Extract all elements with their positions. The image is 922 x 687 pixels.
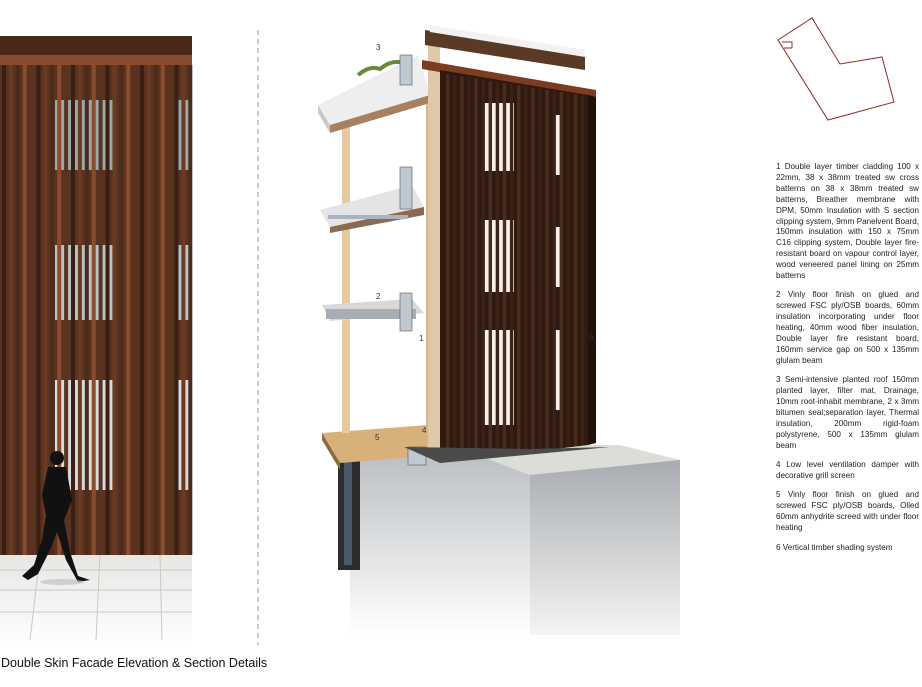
facade-side-edge [588, 95, 596, 445]
timber-slat [106, 65, 110, 555]
timber-slat [489, 81, 492, 456]
timber-slat [531, 88, 534, 451]
timber-slat [92, 65, 96, 555]
timber-slat [545, 90, 548, 450]
timber-slat [181, 65, 185, 555]
timber-slat [112, 65, 116, 555]
timber-slat [467, 77, 470, 458]
drawing-caption: Double Skin Facade Elevation & Section Details [1, 656, 268, 670]
timber-slat [482, 80, 485, 457]
foundation-block-front [350, 445, 530, 635]
timber-slat [168, 65, 172, 555]
note-6: 6 Vertical timber shading system [776, 542, 893, 552]
note-2: 2 Vinly floor finish on glued and screwed FSC ply/OSB boards, 60mm insulation incorporating under floor heating, 40mm wood fiber insulation, Double layer fire resistant board, 160mm service gap on 500 x 135mm glulam beam [776, 290, 919, 365]
note-3: 3 Semi-intensive planted roof 150mm planted layer, filter mat, Drainage, 10mm root-inhabit membrane, 2 x 3mm bitumen seal;separation layer, Thermal insulation, 200mm rigid-foam polystyrene, 500 x 135mm glulam beam [776, 375, 919, 450]
timber-slat [175, 65, 179, 555]
clip-connectors [400, 55, 426, 465]
timber-slat [524, 86, 527, 451]
timber-slat [147, 65, 151, 555]
column-front [342, 120, 350, 433]
section-detail-drawing [300, 15, 720, 635]
timber-slat [581, 96, 584, 446]
elevation-parapet-cap [0, 55, 192, 65]
timber-slat [188, 65, 192, 555]
callout-2: 2 [376, 292, 381, 301]
timber-slat [2, 65, 6, 555]
facade-elevation-drawing [0, 0, 195, 650]
timber-slat [99, 65, 103, 555]
roof-slab [318, 55, 430, 133]
callout-6: 6 [589, 333, 594, 342]
timber-slat [126, 65, 130, 555]
plan-marker [782, 42, 792, 48]
note-1: 1 Double layer timber cladding 100 x 22mm, 38 x 38mm treated sw cross batterns on 38 x 38mm treated sw batterns, Breather membrane with DPM, 50mm Insulation with S section clipping system, 9mm Panelvent Board, 150mm insulation with 150 x 75mm C16 clipping system, Double layer fire-resistant board on vapour control layer, wood veneered panel lining on 25mm batterns [776, 162, 919, 281]
callout-4: 4 [422, 426, 427, 435]
timber-slat [453, 75, 456, 459]
timber-slat [154, 65, 158, 555]
timber-slat [23, 65, 27, 555]
timber-slat [496, 82, 499, 455]
insulation-strip [344, 455, 352, 565]
timber-slat [85, 65, 89, 555]
timber-slat [16, 65, 20, 555]
timber-slat [567, 93, 570, 447]
timber-slat [460, 76, 463, 459]
plot-outline [778, 18, 894, 120]
callout-3: 3 [376, 43, 381, 52]
timber-slat [538, 89, 541, 450]
timber-slat [574, 94, 577, 446]
elevation-parapet [0, 36, 192, 58]
timber-slat [560, 92, 563, 448]
timber-slat [446, 74, 449, 460]
timber-slat [503, 83, 506, 454]
timber-slat [71, 65, 75, 555]
site-key-plan [770, 12, 900, 127]
timber-slat [517, 85, 520, 452]
callout-1: 1 [419, 334, 424, 343]
timber-slat [510, 84, 513, 453]
timber-slat [133, 65, 137, 555]
note-4: 4 Low level ventilation damper with decorative grill screen [776, 460, 919, 481]
timber-slat [78, 65, 82, 555]
timber-slat [553, 91, 556, 449]
timber-slat [119, 65, 123, 555]
timber-slat [161, 65, 165, 555]
timber-slat [30, 65, 34, 555]
timber-slat [474, 79, 477, 458]
foundation-block-side [530, 460, 680, 635]
timber-slat [37, 65, 41, 555]
inner-wall [428, 35, 440, 460]
note-5: 5 Vinly floor finish on glued and screwed FSC ply/OSB boards, Olled 60mm anhydrite screed with under floor heating [776, 490, 919, 533]
specification-notes [776, 162, 919, 562]
timber-slat [9, 65, 13, 555]
dashed-divider [257, 30, 259, 645]
timber-slat [140, 65, 144, 555]
callout-5: 5 [375, 433, 380, 442]
